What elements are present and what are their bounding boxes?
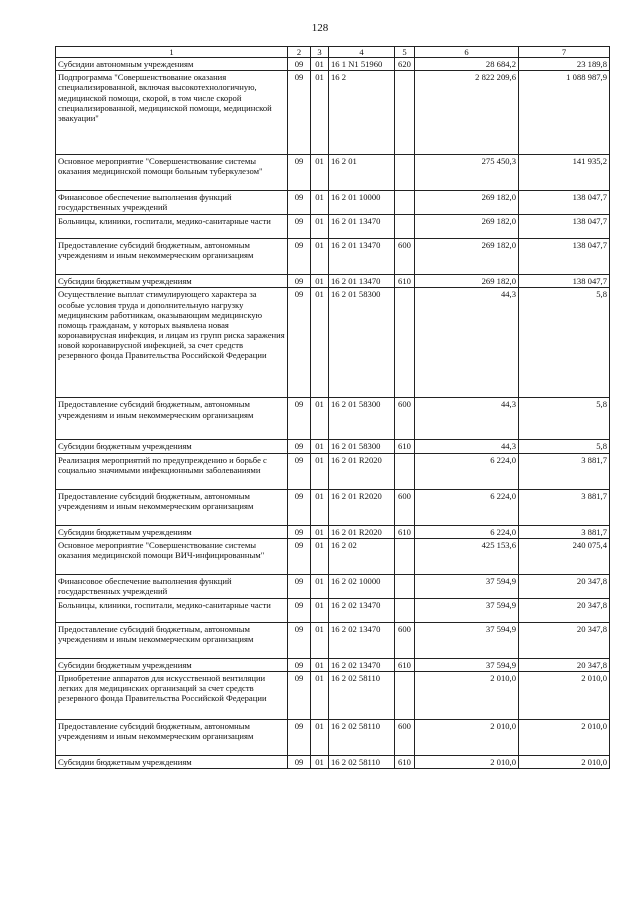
amount-2021-cell: 138 047,7 (519, 191, 610, 215)
subsection-code-cell: 01 (311, 755, 329, 768)
amount-2020-cell: 2 010,0 (415, 719, 519, 755)
table-row (56, 719, 610, 755)
amount-2021-cell: 2 010,0 (519, 755, 610, 768)
table-row (56, 215, 610, 239)
row-name-cell: Подпрограмма "Совершенствование оказания специализированной, включая высокотехнологичную, медицинской помощи, скорой, в том числе скорой специализированной, медицинской помощи, медицинской эвакуации" (56, 71, 288, 155)
amount-2020-cell: 269 182,0 (415, 275, 519, 288)
amount-2021-cell: 3 881,7 (519, 489, 610, 525)
table-row (56, 191, 610, 215)
amount-2021-cell: 5,8 (519, 440, 610, 453)
section-code-cell: 09 (288, 191, 311, 215)
column-header: 7 (519, 47, 610, 58)
expense-type-cell: 600 (395, 489, 415, 525)
section-code-cell: 09 (288, 239, 311, 275)
target-article-cell: 16 2 02 (329, 538, 395, 574)
section-code-cell: 09 (288, 398, 311, 440)
table-row (56, 598, 610, 622)
section-code-cell: 09 (288, 658, 311, 671)
table-row (56, 155, 610, 191)
target-article-cell: 16 2 01 58300 (329, 398, 395, 440)
subsection-code-cell: 01 (311, 440, 329, 453)
amount-2021-cell: 20 347,8 (519, 622, 610, 658)
target-article-cell: 16 1 N1 51960 (329, 58, 395, 71)
expense-type-cell (395, 574, 415, 598)
subsection-code-cell: 01 (311, 489, 329, 525)
amount-2021-cell: 138 047,7 (519, 239, 610, 275)
table-row (56, 671, 610, 719)
table-row (56, 489, 610, 525)
target-article-cell: 16 2 01 R2020 (329, 453, 395, 489)
amount-2021-cell: 141 935,2 (519, 155, 610, 191)
subsection-code-cell: 01 (311, 658, 329, 671)
amount-2021-cell: 2 010,0 (519, 671, 610, 719)
section-code-cell: 09 (288, 489, 311, 525)
row-name-cell: Предоставление субсидий бюджетным, автономным учреждениям и иным некоммерческим организациям (56, 719, 288, 755)
amount-2020-cell: 2 010,0 (415, 671, 519, 719)
expense-type-cell: 610 (395, 755, 415, 768)
row-name-cell: Субсидии бюджетным учреждениям (56, 440, 288, 453)
target-article-cell: 16 2 01 13470 (329, 275, 395, 288)
expense-type-cell (395, 191, 415, 215)
subsection-code-cell: 01 (311, 58, 329, 71)
expense-type-cell: 610 (395, 440, 415, 453)
target-article-cell: 16 2 02 13470 (329, 622, 395, 658)
amount-2020-cell: 44,3 (415, 398, 519, 440)
row-name-cell: Предоставление субсидий бюджетным, автономным учреждениям и иным некоммерческим организациям (56, 398, 288, 440)
amount-2021-cell: 20 347,8 (519, 574, 610, 598)
section-code-cell: 09 (288, 288, 311, 398)
amount-2020-cell: 44,3 (415, 440, 519, 453)
amount-2021-cell: 5,8 (519, 288, 610, 398)
amount-2021-cell: 3 881,7 (519, 525, 610, 538)
row-name-cell: Финансовое обеспечение выполнения функций государственных учреждений (56, 191, 288, 215)
expense-type-cell (395, 453, 415, 489)
row-name-cell: Больницы, клиники, госпитали, медико-санитарные части (56, 598, 288, 622)
row-name-cell: Финансовое обеспечение выполнения функций государственных учреждений (56, 574, 288, 598)
subsection-code-cell: 01 (311, 453, 329, 489)
table-row (56, 574, 610, 598)
row-name-cell: Приобретение аппаратов для искусственной вентиляции легких для медицинских организаций за счет средств резервного фонда Правительства Российской Федерации (56, 671, 288, 719)
amount-2020-cell: 275 450,3 (415, 155, 519, 191)
target-article-cell: 16 2 (329, 71, 395, 155)
table-row (56, 275, 610, 288)
expense-type-cell: 600 (395, 239, 415, 275)
subsection-code-cell: 01 (311, 719, 329, 755)
row-name-cell: Предоставление субсидий бюджетным, автономным учреждениям и иным некоммерческим организациям (56, 622, 288, 658)
target-article-cell: 16 2 02 58110 (329, 671, 395, 719)
row-name-cell: Больницы, клиники, госпитали, медико-санитарные части (56, 215, 288, 239)
amount-2020-cell: 37 594,9 (415, 598, 519, 622)
target-article-cell: 16 2 01 (329, 155, 395, 191)
expense-type-cell: 600 (395, 398, 415, 440)
amount-2020-cell: 6 224,0 (415, 453, 519, 489)
section-code-cell: 09 (288, 719, 311, 755)
target-article-cell: 16 2 01 10000 (329, 191, 395, 215)
table-row (56, 622, 610, 658)
section-code-cell: 09 (288, 671, 311, 719)
subsection-code-cell: 01 (311, 191, 329, 215)
table-row (56, 288, 610, 398)
table-row (56, 71, 610, 155)
expense-type-cell (395, 671, 415, 719)
amount-2020-cell: 6 224,0 (415, 525, 519, 538)
table-row (56, 398, 610, 440)
table-row (56, 58, 610, 71)
target-article-cell: 16 2 02 58110 (329, 719, 395, 755)
expense-type-cell (395, 215, 415, 239)
amount-2021-cell: 1 088 987,9 (519, 71, 610, 155)
target-article-cell: 16 2 02 10000 (329, 574, 395, 598)
subsection-code-cell: 01 (311, 71, 329, 155)
table-row (56, 239, 610, 275)
row-name-cell: Субсидии бюджетным учреждениям (56, 525, 288, 538)
row-name-cell: Осуществление выплат стимулирующего характера за особые условия труда и дополнительную нагрузку медицинским работникам, оказывающим медицинскую помощь гражданам, у которых выявлена новая коронавирусная инфекция, и лицам из групп риска заражения новой коронавирусной инфекцией, за счет средств резервного фонда Правительства Российской Федерации (56, 288, 288, 398)
expense-type-cell: 610 (395, 658, 415, 671)
column-header: 5 (395, 47, 415, 58)
amount-2020-cell: 37 594,9 (415, 574, 519, 598)
table-body (56, 58, 610, 769)
subsection-code-cell: 01 (311, 155, 329, 191)
subsection-code-cell: 01 (311, 239, 329, 275)
section-code-cell: 09 (288, 538, 311, 574)
amount-2021-cell: 240 075,4 (519, 538, 610, 574)
column-header: 6 (415, 47, 519, 58)
target-article-cell: 16 2 01 13470 (329, 215, 395, 239)
table-row (56, 440, 610, 453)
section-code-cell: 09 (288, 622, 311, 658)
expense-type-cell: 610 (395, 525, 415, 538)
expense-type-cell: 620 (395, 58, 415, 71)
header-row (56, 47, 610, 58)
amount-2021-cell: 20 347,8 (519, 658, 610, 671)
subsection-code-cell: 01 (311, 538, 329, 574)
amount-2021-cell: 5,8 (519, 398, 610, 440)
row-name-cell: Субсидии бюджетным учреждениям (56, 275, 288, 288)
table-row (56, 658, 610, 671)
row-name-cell: Основное мероприятие "Совершенствование системы оказания медицинской помощи больным туберкулезом" (56, 155, 288, 191)
subsection-code-cell: 01 (311, 288, 329, 398)
section-code-cell: 09 (288, 755, 311, 768)
amount-2020-cell: 425 153,6 (415, 538, 519, 574)
amount-2020-cell: 28 684,2 (415, 58, 519, 71)
target-article-cell: 16 2 01 R2020 (329, 525, 395, 538)
row-name-cell: Реализация мероприятий по предупреждению и борьбе с социально значимыми инфекционными заболеваниями (56, 453, 288, 489)
subsection-code-cell: 01 (311, 398, 329, 440)
expense-type-cell: 610 (395, 275, 415, 288)
target-article-cell: 16 2 02 13470 (329, 598, 395, 622)
expense-type-cell (395, 71, 415, 155)
table-row (56, 755, 610, 768)
amount-2020-cell: 2 822 209,6 (415, 71, 519, 155)
expense-type-cell (395, 598, 415, 622)
subsection-code-cell: 01 (311, 598, 329, 622)
target-article-cell: 16 2 01 58300 (329, 440, 395, 453)
section-code-cell: 09 (288, 598, 311, 622)
row-name-cell: Субсидии автономным учреждениям (56, 58, 288, 71)
section-code-cell: 09 (288, 215, 311, 239)
row-name-cell: Основное мероприятие "Совершенствование системы оказания медицинской помощи ВИЧ-инфицированным" (56, 538, 288, 574)
section-code-cell: 09 (288, 58, 311, 71)
section-code-cell: 09 (288, 525, 311, 538)
amount-2021-cell: 2 010,0 (519, 719, 610, 755)
section-code-cell: 09 (288, 453, 311, 489)
subsection-code-cell: 01 (311, 275, 329, 288)
section-code-cell: 09 (288, 275, 311, 288)
column-header: 4 (329, 47, 395, 58)
amount-2020-cell: 44,3 (415, 288, 519, 398)
section-code-cell: 09 (288, 440, 311, 453)
table-row (56, 453, 610, 489)
page-number: 128 (311, 22, 329, 34)
amount-2021-cell: 138 047,7 (519, 275, 610, 288)
expense-type-cell: 600 (395, 719, 415, 755)
subsection-code-cell: 01 (311, 671, 329, 719)
row-name-cell: Предоставление субсидий бюджетным, автономным учреждениям и иным некоммерческим организациям (56, 489, 288, 525)
subsection-code-cell: 01 (311, 574, 329, 598)
target-article-cell: 16 2 01 58300 (329, 288, 395, 398)
subsection-code-cell: 01 (311, 215, 329, 239)
expense-type-cell (395, 538, 415, 574)
amount-2021-cell: 138 047,7 (519, 215, 610, 239)
section-code-cell: 09 (288, 574, 311, 598)
row-name-cell: Субсидии бюджетным учреждениям (56, 755, 288, 768)
column-header: 3 (311, 47, 329, 58)
amount-2020-cell: 269 182,0 (415, 191, 519, 215)
target-article-cell: 16 2 02 58110 (329, 755, 395, 768)
expense-type-cell (395, 155, 415, 191)
amount-2020-cell: 6 224,0 (415, 489, 519, 525)
column-header: 1 (56, 47, 288, 58)
table-row (56, 525, 610, 538)
amount-2020-cell: 269 182,0 (415, 215, 519, 239)
row-name-cell: Предоставление субсидий бюджетным, автономным учреждениям и иным некоммерческим организациям (56, 239, 288, 275)
amount-2021-cell: 20 347,8 (519, 598, 610, 622)
table-row (56, 538, 610, 574)
budget-table (55, 46, 610, 769)
amount-2020-cell: 37 594,9 (415, 622, 519, 658)
target-article-cell: 16 2 01 R2020 (329, 489, 395, 525)
amount-2020-cell: 37 594,9 (415, 658, 519, 671)
target-article-cell: 16 2 02 13470 (329, 658, 395, 671)
section-code-cell: 09 (288, 71, 311, 155)
section-code-cell: 09 (288, 155, 311, 191)
expense-type-cell (395, 288, 415, 398)
amount-2020-cell: 269 182,0 (415, 239, 519, 275)
column-header: 2 (288, 47, 311, 58)
amount-2020-cell: 2 010,0 (415, 755, 519, 768)
target-article-cell: 16 2 01 13470 (329, 239, 395, 275)
subsection-code-cell: 01 (311, 525, 329, 538)
row-name-cell: Субсидии бюджетным учреждениям (56, 658, 288, 671)
amount-2021-cell: 3 881,7 (519, 453, 610, 489)
amount-2021-cell: 23 189,8 (519, 58, 610, 71)
subsection-code-cell: 01 (311, 622, 329, 658)
expense-type-cell: 600 (395, 622, 415, 658)
